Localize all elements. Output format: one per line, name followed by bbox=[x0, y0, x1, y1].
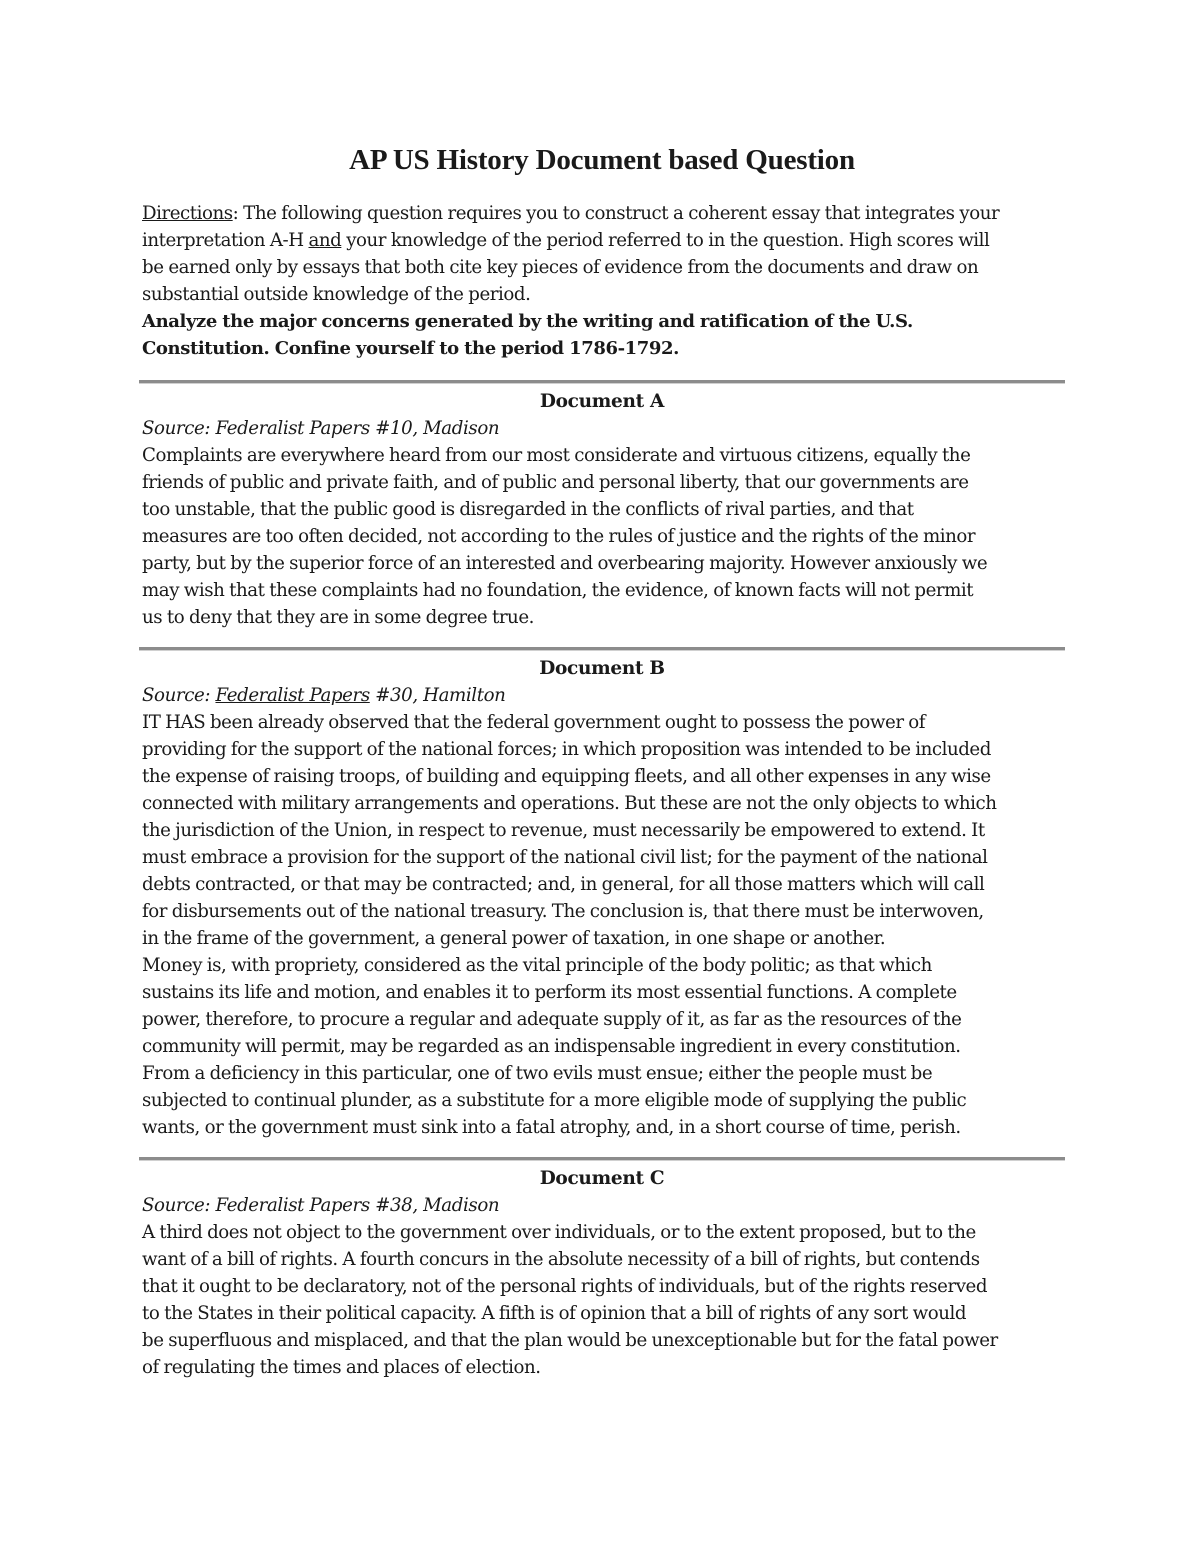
text-line: Complaints are everywhere heard from our most considerate and virtuous citizens, equally the bbox=[142, 445, 971, 466]
text-line: party, but by the superior force of an interested and overbearing majority. However anxiously we bbox=[142, 553, 988, 574]
section-divider bbox=[139, 647, 1065, 651]
text-line: From a deficiency in this particular, one of two evils must ensue; either the people must be bbox=[142, 1063, 933, 1084]
text-line: providing for the support of the national forces; in which proposition was intended to be included bbox=[142, 739, 991, 760]
directions-line-2 bbox=[142, 227, 1062, 254]
text-line: power, therefore, to procure a regular and adequate supply of it, as far as the resources of the bbox=[142, 1009, 962, 1030]
text-line: in the frame of the government, a general power of taxation, in one shape or another. bbox=[142, 928, 886, 949]
document-b-source-prefix: Source: bbox=[142, 685, 216, 706]
text-line: debts contracted, or that may be contracted; and, in general, for all those matters which will call bbox=[142, 874, 985, 895]
document-b-source-title: Federalist Papers bbox=[215, 685, 370, 706]
text-line: community will permit, may be regarded as an indispensable ingredient in every constitution. bbox=[142, 1036, 961, 1057]
text-line: measures are too often decided, not according to the rules of justice and the rights of the minor bbox=[142, 526, 976, 547]
text-line: friends of public and private faith, and of public and personal liberty, that our governments are bbox=[142, 472, 969, 493]
text-line: the expense of raising troops, of building and equipping fleets, and all other expenses in any wise bbox=[142, 766, 991, 787]
prompt-line-2: Constitution. Confine yourself to the period 1786-1792. bbox=[142, 338, 680, 359]
text-line: IT HAS been already observed that the federal government ought to possess the power of bbox=[142, 712, 926, 733]
text-line: be superfluous and misplaced, and that the plan would be unexceptionable but for the fatal power bbox=[142, 1330, 998, 1351]
text-line: us to deny that they are in some degree true. bbox=[142, 607, 534, 628]
section-divider bbox=[139, 1157, 1065, 1161]
document-b-heading: Document B bbox=[539, 658, 665, 679]
text-line: to the States in their political capacity. A fifth is of opinion that a bill of rights of any sort would bbox=[142, 1303, 967, 1324]
directions-text-1: : The following question requires you to construct a coherent essay that integrates your bbox=[232, 203, 1000, 224]
document-b bbox=[142, 655, 1062, 1141]
text-line: the jurisdiction of the Union, in respect to revenue, must necessarily be empowered to extend. It bbox=[142, 820, 985, 841]
document-c bbox=[142, 1165, 1062, 1381]
text-line: A third does not object to the government over individuals, or to the extent proposed, but to the bbox=[142, 1222, 976, 1243]
document-b-text bbox=[142, 709, 1062, 1141]
document-a-source: Source: Federalist Papers #10, Madison bbox=[142, 418, 500, 439]
directions-line-3: be earned only by essays that both cite key pieces of evidence from the documents and draw on bbox=[142, 257, 979, 278]
directions-text-2b: your knowledge of the period referred to in the question. High scores will bbox=[341, 230, 990, 251]
text-line: too unstable, that the public good is disregarded in the conflicts of rival parties, and that bbox=[142, 499, 914, 520]
directions-label: Directions bbox=[142, 203, 233, 224]
document-a bbox=[142, 388, 1062, 631]
text-line: for disbursements out of the national treasury. The conclusion is, that there must be interwoven, bbox=[142, 901, 984, 922]
directions-line-1 bbox=[142, 200, 1062, 227]
document-c-text bbox=[142, 1219, 1062, 1381]
document-c-source: Source: Federalist Papers #38, Madison bbox=[142, 1195, 500, 1216]
text-line: that it ought to be declaratory, not of the personal rights of individuals, but of the rights reserved bbox=[142, 1276, 988, 1297]
document-a-text bbox=[142, 442, 1062, 631]
document-c-heading: Document C bbox=[539, 1168, 665, 1189]
text-line: sustains its life and motion, and enables it to perform its most essential functions. A complete bbox=[142, 982, 957, 1003]
document-b-source-suffix: #30, Hamilton bbox=[369, 685, 506, 706]
text-line: want of a bill of rights. A fourth concurs in the absolute necessity of a bill of rights, but contends bbox=[142, 1249, 980, 1270]
document-page bbox=[142, 140, 1062, 1381]
section-divider bbox=[139, 380, 1065, 384]
document-a-heading: Document A bbox=[539, 391, 665, 412]
essay-prompt bbox=[142, 308, 1062, 362]
text-line: must embrace a provision for the support of the national civil list; for the payment of the national bbox=[142, 847, 988, 868]
directions-line-4: substantial outside knowledge of the period. bbox=[142, 284, 531, 305]
text-line: wants, or the government must sink into a fatal atrophy, and, in a short course of time, perish. bbox=[142, 1117, 961, 1138]
directions-and: and bbox=[308, 230, 342, 251]
document-b-source bbox=[142, 682, 1062, 709]
text-line: subjected to continual plunder, as a substitute for a more eligible mode of supplying the public bbox=[142, 1090, 967, 1111]
page-title: AP US History Document based Question bbox=[349, 144, 855, 176]
text-line: Money is, with propriety, considered as the vital principle of the body politic; as that which bbox=[142, 955, 932, 976]
directions-paragraph bbox=[142, 200, 1062, 308]
text-line: of regulating the times and places of election. bbox=[142, 1357, 541, 1378]
prompt-line-1: Analyze the major concerns generated by the writing and ratification of the U.S. bbox=[142, 311, 913, 332]
directions-text-2a: interpretation A-H bbox=[142, 230, 309, 251]
text-line: may wish that these complaints had no foundation, the evidence, of known facts will not permit bbox=[142, 580, 974, 601]
text-line: connected with military arrangements and operations. But these are not the only objects to which bbox=[142, 793, 997, 814]
